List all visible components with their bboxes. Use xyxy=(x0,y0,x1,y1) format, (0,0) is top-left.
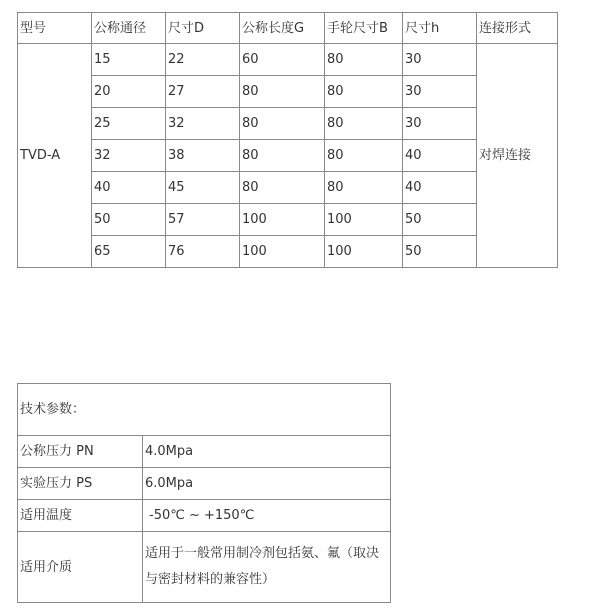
params-row xyxy=(18,468,391,500)
cell-nominal-diameter: 50 xyxy=(92,204,166,236)
cell-nominal-length-g: 100 xyxy=(240,236,325,268)
temperature-value: -50℃ ~ +150℃ xyxy=(143,500,391,532)
nominal-pressure-value: 4.0Mpa xyxy=(143,436,391,468)
cell-nominal-length-g: 100 xyxy=(240,204,325,236)
cell-size-d: 45 xyxy=(166,172,240,204)
params-row xyxy=(18,532,391,603)
cell-nominal-length-g: 80 xyxy=(240,140,325,172)
cell-size-h: 40 xyxy=(403,140,477,172)
header-handwheel-size-b: 手轮尺寸B xyxy=(325,13,403,44)
cell-handwheel-size-b: 80 xyxy=(325,76,403,108)
header-connection-type: 连接形式 xyxy=(477,13,558,44)
cell-nominal-length-g: 80 xyxy=(240,108,325,140)
header-nominal-diameter: 公称通径 xyxy=(92,13,166,44)
cell-handwheel-size-b: 80 xyxy=(325,172,403,204)
header-nominal-length-g: 公称长度G xyxy=(240,13,325,44)
cell-nominal-diameter: 20 xyxy=(92,76,166,108)
cell-nominal-diameter: 40 xyxy=(92,172,166,204)
cell-nominal-diameter: 32 xyxy=(92,140,166,172)
cell-size-d: 32 xyxy=(166,108,240,140)
medium-value: 适用于一般常用制冷剂包括氨、氟（取决与密封材料的兼容性） xyxy=(143,532,391,603)
header-model: 型号 xyxy=(18,13,92,44)
cell-nominal-diameter: 25 xyxy=(92,108,166,140)
cell-size-d: 27 xyxy=(166,76,240,108)
test-pressure-label: 实验压力 PS xyxy=(18,468,143,500)
cell-size-h: 50 xyxy=(403,236,477,268)
cell-size-h: 40 xyxy=(403,172,477,204)
cell-size-d: 22 xyxy=(166,44,240,76)
cell-nominal-length-g: 80 xyxy=(240,172,325,204)
cell-size-d: 38 xyxy=(166,140,240,172)
cell-size-h: 30 xyxy=(403,44,477,76)
header-size-d: 尺寸D xyxy=(166,13,240,44)
cell-size-d: 57 xyxy=(166,204,240,236)
cell-nominal-diameter: 15 xyxy=(92,44,166,76)
cell-size-h: 50 xyxy=(403,204,477,236)
cell-handwheel-size-b: 80 xyxy=(325,108,403,140)
params-row xyxy=(18,436,391,468)
temperature-label: 适用温度 xyxy=(18,500,143,532)
cell-nominal-length-g: 80 xyxy=(240,76,325,108)
cell-handwheel-size-b: 100 xyxy=(325,236,403,268)
params-row xyxy=(18,500,391,532)
header-size-h: 尺寸h xyxy=(403,13,477,44)
cell-handwheel-size-b: 80 xyxy=(325,140,403,172)
cell-handwheel-size-b: 80 xyxy=(325,44,403,76)
cell-handwheel-size-b: 100 xyxy=(325,204,403,236)
connection-cell: 对焊连接 xyxy=(477,44,558,268)
cell-nominal-diameter: 65 xyxy=(92,236,166,268)
cell-size-h: 30 xyxy=(403,76,477,108)
params-title-row xyxy=(18,384,391,436)
spec-table xyxy=(17,12,558,268)
technical-params-table xyxy=(17,383,391,603)
cell-size-h: 30 xyxy=(403,108,477,140)
params-title: 技术参数： xyxy=(18,384,391,436)
model-cell: TVD-A xyxy=(18,44,92,268)
spec-header-row xyxy=(18,13,558,44)
cell-size-d: 76 xyxy=(166,236,240,268)
cell-nominal-length-g: 60 xyxy=(240,44,325,76)
medium-label: 适用介质 xyxy=(18,532,143,603)
nominal-pressure-label: 公称压力 PN xyxy=(18,436,143,468)
test-pressure-value: 6.0Mpa xyxy=(143,468,391,500)
table-row xyxy=(18,44,558,76)
